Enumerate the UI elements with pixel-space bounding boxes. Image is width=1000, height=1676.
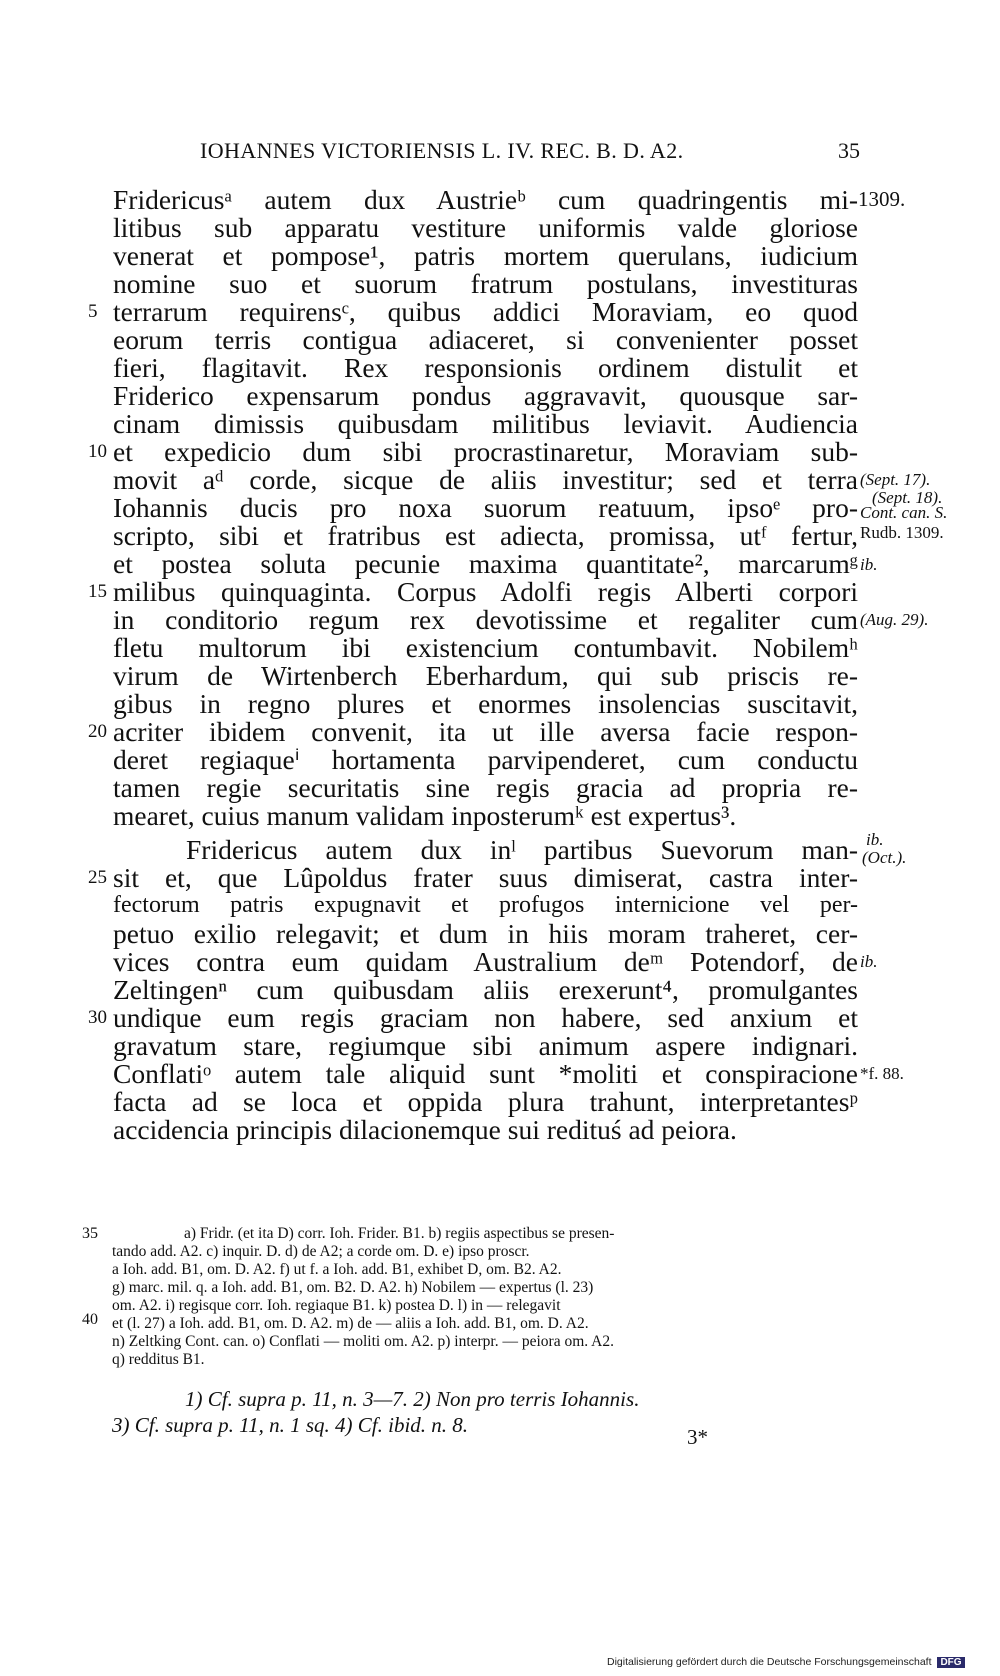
text-line: gravatum stare, regiumque sibi animum aspere indignari.	[113, 1030, 858, 1061]
footnote-line: a Ioh. add. B1, om. D. A2. f) ut f. a Ioh. add. B1, exhibet D, om. B2. A2.	[112, 1261, 562, 1278]
text-line: Conflatiᵒ autem tale aliquid sunt *moliti et conspiracione	[113, 1058, 858, 1089]
margin-note: Rudb. 1309.	[860, 523, 944, 542]
reference-line: 1) Cf. supra p. 11, n. 3—7. 2) Non pro terris Iohannis.	[185, 1387, 640, 1411]
text-line: in conditorio regum rex devotissime et regaliter cum	[113, 604, 858, 635]
margin-note: ib.	[866, 830, 884, 849]
digitization-note	[607, 1656, 965, 1668]
margin-note: (Oct.).	[862, 848, 907, 867]
signature-mark: 3*	[687, 1425, 708, 1449]
text-line: Zeltingenⁿ cum quibusdam aliis erexerunt⁴, promulgantes	[113, 974, 858, 1005]
text-line: movit aᵈ corde, sicque de aliis investitur; sed et terra	[113, 464, 858, 495]
footnote-line: tando add. A2. c) inquir. D. d) de A2; a corde om. D. e) ipso proscr.	[112, 1243, 530, 1260]
text-line: facta ad se loca et oppida plura trahunt, interpretantesᵖ	[113, 1086, 858, 1117]
footnote-line: et (l. 27) a Ioh. add. B1, om. D. A2. m) de — aliis a Ioh. add. B1, om. D. A2.	[112, 1315, 589, 1332]
footnote-line: g) marc. mil. q. a Ioh. add. B1, om. B2. D. A2. h) Nobilem — expertus (l. 23)	[112, 1279, 594, 1296]
footnote-line: a) Fridr. (et ita D) corr. Ioh. Frider. B1. b) regiis aspectibus se presen-	[184, 1225, 615, 1242]
margin-note: ib.	[860, 555, 878, 574]
footnote-line: q) redditus B1.	[112, 1351, 205, 1368]
text-line: Fridericus autem dux inˡ partibus Suevorum man-	[186, 834, 858, 865]
text-line: venerat et pompose¹, patris mortem querulans, iudicium	[113, 240, 858, 271]
line-number: 25	[88, 867, 107, 888]
margin-note: ib.	[860, 952, 878, 971]
text-line: terrarum requirensᶜ, quibus addici Moraviam, eo quod	[113, 296, 858, 327]
reference-line: 3) Cf. supra p. 11, n. 1 sq. 4) Cf. ibid. n. 8.	[112, 1413, 469, 1437]
text-line: Fridericusᵃ autem dux Austrieᵇ cum quadringentis mi-	[113, 184, 858, 215]
text-line: accidencia principis dilacionemque sui redituś ad peiora.	[113, 1114, 737, 1145]
line-number: 20	[88, 721, 107, 742]
text-line: virum de Wirtenberch Eberhardum, qui sub priscis re-	[113, 660, 858, 691]
text-line: scripto, sibi et fratribus est adiecta, promissa, utᶠ fertur,	[113, 520, 858, 551]
text-line: deret regiaqueⁱ hortamenta parvipenderet, cum conductu	[113, 744, 858, 775]
text-line: cinam dimissis quibusdam militibus leviavit. Audiencia	[113, 408, 858, 439]
text-line: acriter ibidem convenit, ita ut ille aversa facie respon-	[113, 716, 858, 747]
text-line: eorum terris contigua adiaceret, si convenienter posset	[113, 324, 858, 355]
footnote-line-number: 35	[82, 1225, 98, 1242]
margin-note: (Sept. 17).	[860, 470, 931, 489]
text-line: et expedicio dum sibi procrastinaretur, Moraviam sub-	[113, 436, 858, 467]
text-line: fectorum patris expugnavit et profugos internicione vel per-	[113, 892, 858, 918]
text-line: vices contra eum quidam Australium deᵐ Potendorf, de	[113, 946, 858, 977]
text-line: nomine suo et suorum fratrum postulans, investituras	[113, 268, 858, 299]
page-number: 35	[838, 138, 860, 163]
line-number: 10	[88, 441, 107, 462]
text-line: et postea soluta pecunie maxima quantitate², marcarumᵍ	[113, 548, 858, 579]
margin-note: *f. 88.	[860, 1064, 904, 1083]
text-line: Friderico expensarum pondus aggravavit, quousque sar-	[113, 380, 858, 411]
footnote-line-number: 40	[82, 1311, 98, 1328]
footnote-line: n) Zeltking Cont. can. o) Conflati — moliti om. A2. p) interpr. — peiora om. A2.	[112, 1333, 614, 1350]
margin-note: (Aug. 29).	[860, 610, 929, 629]
line-number: 30	[88, 1007, 107, 1028]
text-line: petuo exilio relegavit; et dum in hiis moram traheret, cer-	[113, 918, 858, 949]
text-line: litibus sub apparatu vestiture uniformis valde gloriose	[113, 212, 858, 243]
margin-note: 1309.	[858, 187, 906, 211]
text-line: gibus in regno plures et enormes insolencias suscitavit,	[113, 688, 858, 719]
digitization-text: Digitalisierung gefördert durch die Deutsche Forschungsgemeinschaft	[607, 1656, 932, 1668]
text-line: milibus quinquaginta. Corpus Adolfi regis Alberti corpori	[113, 576, 858, 607]
running-header: IOHANNES VICTORIENSIS L. IV. REC. B. D. A2.	[200, 138, 684, 163]
line-number: 15	[88, 581, 107, 602]
margin-note: (Sept. 18).	[872, 488, 943, 507]
text-line: fletu multorum ibi existencium contumbavit. Nobilemʰ	[113, 632, 858, 663]
dfg-logo: DFG	[937, 1657, 964, 1668]
footnote-line: om. A2. i) regisque corr. Ioh. regiaque B1. k) postea D. l) in — relegavit	[112, 1297, 561, 1314]
text-line: mearet, cuius manum validam inposterumᵏ est expertus³.	[113, 800, 737, 831]
text-line: fieri, flagitavit. Rex responsionis ordinem distulit et	[113, 352, 858, 383]
text-line: undique eum regis graciam non habere, sed anxium et	[113, 1002, 858, 1033]
text-line: Iohannis ducis pro noxa suorum reatuum, ipsoᵉ pro-	[113, 492, 858, 523]
margin-note: Cont. can. S.	[860, 503, 948, 522]
line-number: 5	[88, 301, 98, 322]
text-line: tamen regie securitatis sine regis gracia ad propria re-	[113, 772, 858, 803]
text-line: sit et, que Lûpoldus frater suus dimiserat, castra inter-	[113, 862, 858, 893]
